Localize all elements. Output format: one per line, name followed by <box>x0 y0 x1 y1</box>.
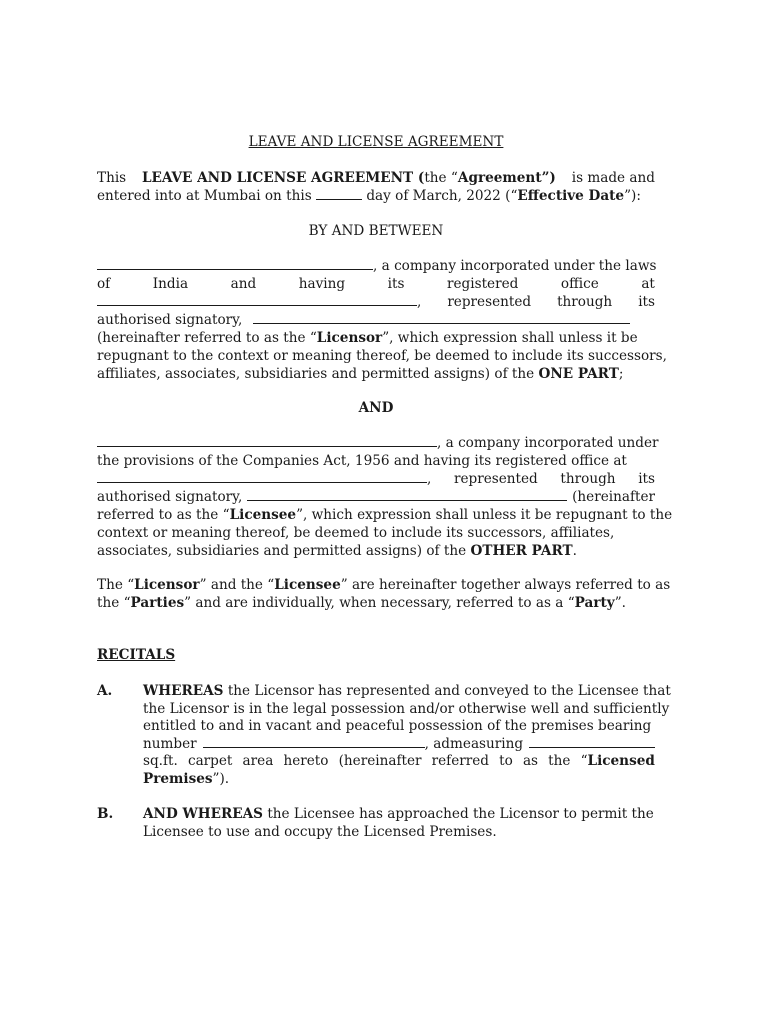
recital-b-line-1: AND WHEREAS the Licensee has approached the Licensor to permit the <box>143 806 654 822</box>
party2-line-4: authorised signatory, (hereinafter <box>97 489 655 505</box>
licensee-signatory-blank <box>247 488 567 501</box>
recital-a-line-2: the Licensor is in the legal possession and/or otherwise well and sufficiently <box>143 701 670 717</box>
party1-line-3: , represented through its <box>97 293 655 311</box>
intro-line-1: This LEAVE AND LICENSE AGREEMENT (the “Agreement”) is made and <box>97 170 655 186</box>
party2-line-6: context or meaning thereof, be deemed to include its successors, affiliates, <box>97 525 615 541</box>
parties-line-1: The “Licensor” and the “Licensee” are hereinafter together always referred to as <box>97 577 671 593</box>
recital-a-line-3: entitled to and in vacant and peaceful possession of the premises bearing <box>143 718 652 734</box>
licensor-signatory-blank <box>253 311 630 324</box>
day-blank <box>316 187 362 200</box>
party2-line-2: the provisions of the Companies Act, 1956 and having its registered office at <box>97 453 627 469</box>
recital-b-label: B. <box>97 806 114 822</box>
recital-a-line-5: sq.ft. carpet area hereto (hereinafter referred to as the “Licensed <box>143 753 655 769</box>
recital-b-line-2: Licensee to use and occupy the Licensed Premises. <box>143 824 497 840</box>
party1-line-5: (hereinafter referred to as the “Licensor”, which expression shall unless it be <box>97 330 638 346</box>
party2-line-5: referred to as the “Licensee”, which expression shall unless it be repugnant to the <box>97 507 673 523</box>
recitals-heading: RECITALS <box>97 647 176 663</box>
party2-line-7: associates, subsidiaries and permitted assigns) of the OTHER PART. <box>97 543 577 559</box>
recital-a-line-6: Premises”). <box>143 771 230 787</box>
licensee-name-blank <box>97 434 437 447</box>
recital-a-line-4: number , admeasuring <box>143 735 655 753</box>
document-title: LEAVE AND LICENSE AGREEMENT <box>248 134 504 150</box>
licensor-name-blank <box>97 257 373 270</box>
by-and-between-heading: BY AND BETWEEN <box>308 223 444 239</box>
party1-line-4: authorised signatory, <box>97 311 655 329</box>
party1-line-6: repugnant to the context or meaning thereof, be deemed to include its successors, <box>97 348 667 364</box>
recital-a-label: A. <box>97 683 113 699</box>
licensee-office-blank <box>97 470 427 483</box>
area-blank <box>529 735 655 748</box>
intro-line-2: entered into at Mumbai on this day of March, 2022 (“Effective Date”): <box>97 188 641 204</box>
party1-line-7: affiliates, associates, subsidiaries and permitted assigns) of the ONE PART; <box>97 366 624 382</box>
party1-line-2: of India and having its registered office at <box>97 276 655 292</box>
premises-number-blank <box>203 735 425 748</box>
and-heading: AND <box>358 400 394 416</box>
recital-a-line-1: WHEREAS the Licensor has represented and conveyed to the Licensee that <box>143 683 671 699</box>
parties-line-2: the “Parties” and are individually, when necessary, referred to as a “Party”. <box>97 595 626 611</box>
party1-line-1: , a company incorporated under the laws <box>97 257 655 275</box>
party2-line-1: , a company incorporated under <box>97 434 655 452</box>
party2-line-3: , represented through its <box>97 470 655 488</box>
licensor-office-blank <box>97 293 417 306</box>
